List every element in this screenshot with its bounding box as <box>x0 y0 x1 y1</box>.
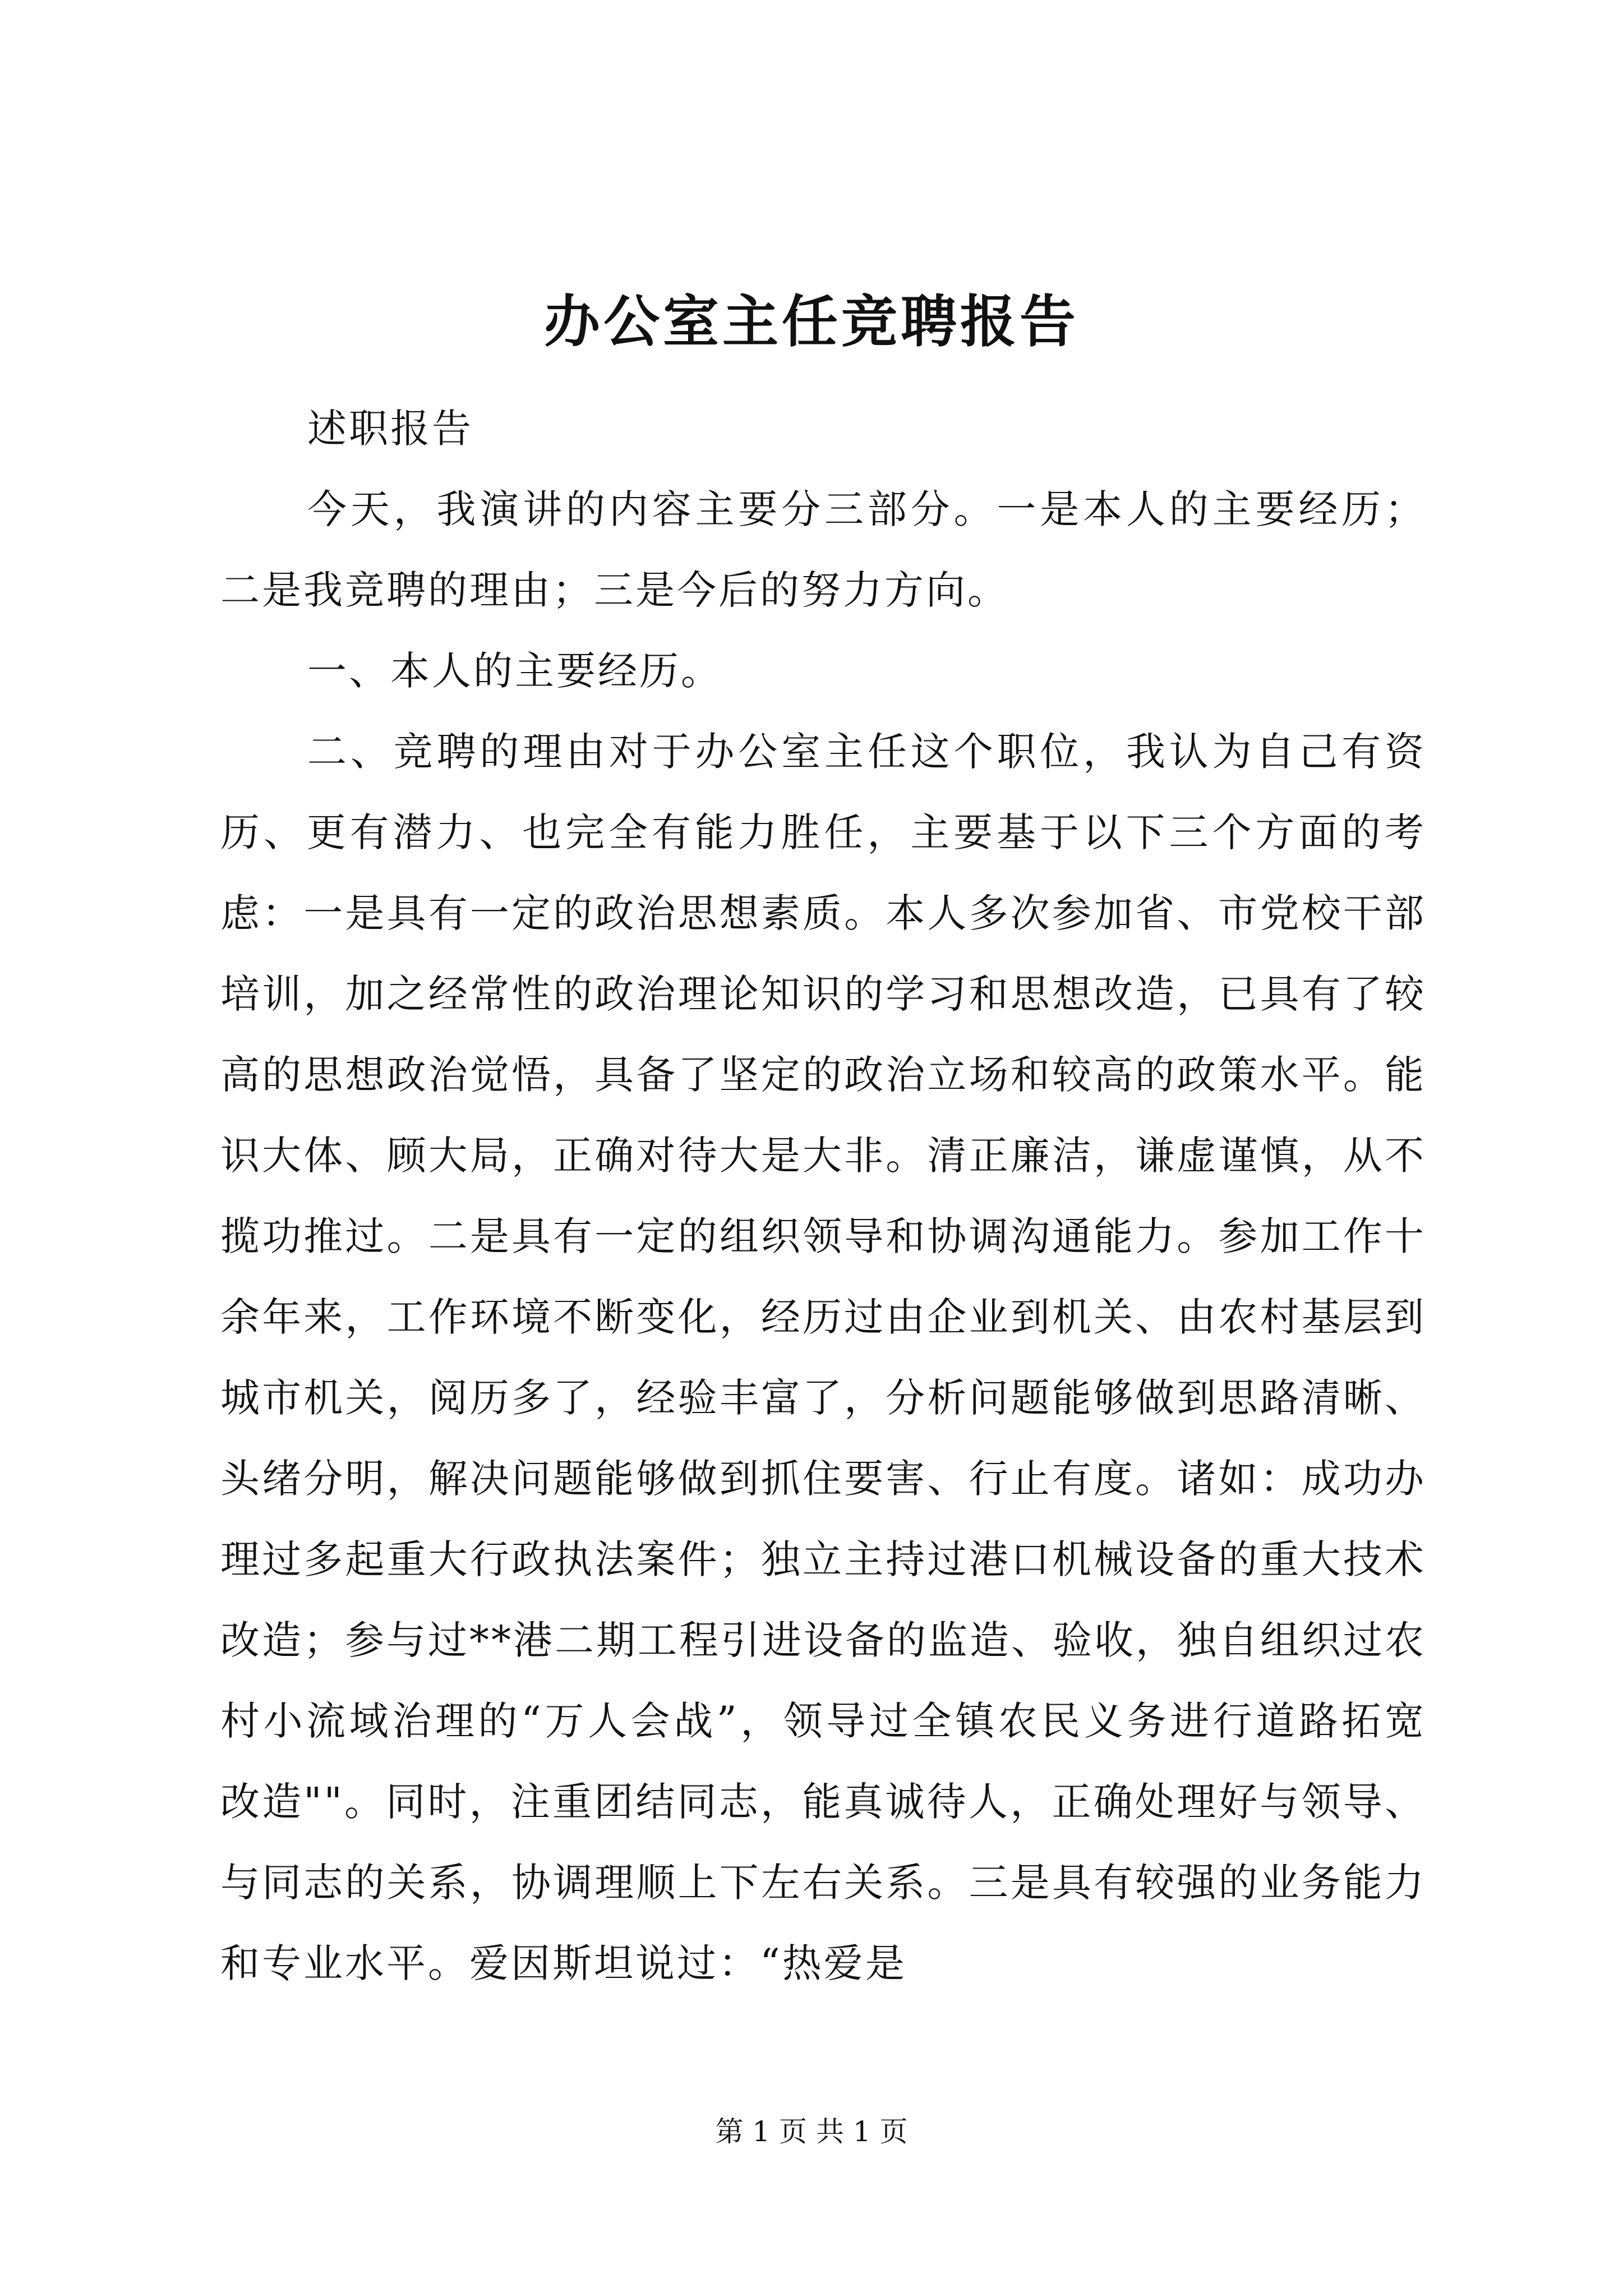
document-title: 办公室主任竞聘报告 <box>544 288 1079 355</box>
paragraph-section-two: 二、竞聘的理由对于办公室主任这个职位，我认为自己有资历、更有潜力、也完全有能力胜任，主要基于以下三个方面的考虑：一是具有一定的政治思想素质。本人多次参加省、市党校干部培训，加之经常性的政治理论知识的学习和思想改造，已具有了较高的思想政治觉悟，具备了坚定的政治立场和较高的政策水平。能识大体、顾大局，正确对待大是大非。清正廉洁，谦虚谨慎，从不揽功推过。二是具有一定的组织领导和协调沟通能力。参加工作十余年来，工作环境不断变化，经历过由企业到机关、由农村基层到城市机关，阅历多了，经验丰富了，分析问题能够做到思路清晰、头绪分明，解决问题能够做到抓住要害、行止有度。诸如：成功办理过多起重大行政执法案件；独立主持过港口机械设备的重大技术改造；参与过**港二期工程引进设备的监造、验收，独自组织过农村小流域治理的“万人会战”，领导过全镇农民义务进行道路拓宽改造""。同时，注重团结同志，能真诚待人，正确处理好与领导、与同志的关系，协调理顺上下左右关系。三是具有较强的业务能力和专业水平。爱因斯坦说过：“热爱是 <box>220 729 1426 1986</box>
paragraph-report-label: 述职报告 <box>307 406 473 452</box>
paragraph-section-one: 一、本人的主要经历。 <box>307 648 722 694</box>
page-number-footer: 第 1 页 共 1 页 <box>715 2115 908 2148</box>
paragraph-intro: 今天，我演讲的内容主要分三部分。一是本人的主要经历；二是我竞聘的理由；三是今后的努力方向。 <box>220 486 1426 613</box>
document-body <box>220 388 1426 2004</box>
